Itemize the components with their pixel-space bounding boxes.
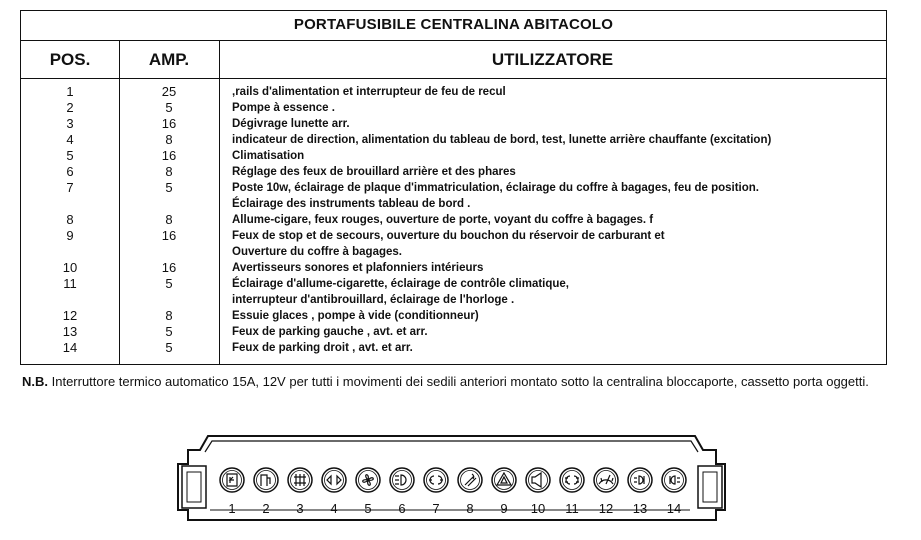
- row-user-line: Feux de parking gauche , avt. et arr.: [232, 326, 428, 338]
- table-row: [21, 308, 886, 324]
- row-amp: 16: [161, 116, 177, 131]
- row-user-line: ,rails d'alimentation et interrupteur de feu de recul: [232, 86, 506, 98]
- cigarette-lighter-icon: [458, 468, 482, 492]
- fog-light-icon: [390, 468, 414, 492]
- table-row: [21, 340, 886, 356]
- row-user-line: Éclairage d'allume-cigarette, éclairage de contrôle climatique,: [232, 278, 569, 290]
- position-light-icon: [424, 468, 448, 492]
- fuel-pump-relay-icon: [220, 468, 244, 492]
- row-pos: 14: [62, 340, 78, 355]
- row-user-line: Pompe à essence .: [232, 102, 335, 114]
- interior-light-icon: [560, 468, 584, 492]
- row-amp: 8: [165, 308, 173, 323]
- row-user-line: indicateur de direction, alimentation du tableau de bord, test, lunette arrière chauffante (excitation): [232, 134, 772, 146]
- row-pos: 1: [66, 84, 74, 99]
- hazard-icon: [492, 468, 516, 492]
- table-row: [21, 116, 886, 132]
- row-amp: 25: [161, 84, 177, 99]
- row-amp: 5: [165, 180, 173, 195]
- table-row: [21, 148, 886, 164]
- row-amp: 8: [165, 132, 173, 147]
- row-amp: 8: [165, 164, 173, 179]
- row-pos: 13: [62, 324, 78, 339]
- table-row: [21, 324, 886, 340]
- table-row: [21, 276, 886, 308]
- row-user-line: Essuie glaces , pompe à vide (conditionneur): [232, 310, 479, 322]
- row-pos: 8: [66, 212, 74, 227]
- parking-light-right-icon: [662, 468, 686, 492]
- table-row: [21, 100, 886, 116]
- row-user-line: Avertisseurs sonores et plafonniers intérieurs: [232, 262, 484, 274]
- table-header-row: [21, 41, 886, 79]
- row-user-line: Allume-cigare, feux rouges, ouverture de porte, voyant du coffre à bagages. f: [232, 214, 654, 226]
- table-row: [21, 132, 886, 148]
- row-user-line: Ouverture du coffre à bagages.: [232, 246, 402, 258]
- row-user-line: Dégivrage lunette arr.: [232, 118, 350, 130]
- row-amp: 16: [161, 148, 177, 163]
- row-amp: 8: [165, 212, 173, 227]
- parking-light-left-icon: [628, 468, 652, 492]
- fuse-number: 12: [598, 501, 614, 516]
- table-row: [21, 228, 886, 260]
- note: [22, 374, 902, 389]
- fuse-number: 10: [530, 501, 546, 516]
- fuse-number: 11: [565, 501, 579, 516]
- row-pos: 12: [62, 308, 78, 323]
- row-amp: 5: [165, 340, 173, 355]
- row-user-line: Réglage des feux de brouillard arrière et des phares: [232, 166, 516, 178]
- fuse-number: 2: [262, 501, 270, 516]
- row-pos: 4: [66, 132, 74, 147]
- row-user-line: interrupteur d'antibrouillard, éclairage de l'horloge .: [232, 294, 515, 306]
- table-row: [21, 260, 886, 276]
- fuse-number: 14: [666, 501, 682, 516]
- fuel-pump-icon: [254, 468, 278, 492]
- row-amp: 5: [165, 276, 173, 291]
- fuse-number: 1: [228, 501, 236, 516]
- row-pos: 2: [66, 100, 74, 115]
- row-user-line: Éclairage des instruments tableau de bord .: [232, 198, 471, 210]
- row-pos: 11: [63, 276, 77, 291]
- row-user-line: Climatisation: [232, 150, 305, 162]
- fan-icon: [356, 468, 380, 492]
- row-amp: 5: [165, 324, 173, 339]
- table-row: [21, 84, 886, 100]
- note-text: Interruttore termico automatico 15A, 12V per tutti i movimenti dei sedili anteriori montato sotto la centralina bloccaporte, cassetto porta oggetti.: [48, 374, 869, 389]
- row-pos: 5: [66, 148, 74, 163]
- fuse-number: 8: [466, 501, 474, 516]
- fuse-number: 4: [330, 501, 338, 516]
- table-row: [21, 180, 886, 212]
- fuse-number: 6: [398, 501, 406, 516]
- table-row: [21, 164, 886, 180]
- header-pos: POS.: [49, 50, 91, 69]
- fuse-number: 5: [364, 501, 372, 516]
- wiper-icon: [594, 468, 618, 492]
- rear-defrost-icon: [288, 468, 312, 492]
- row-amp: 16: [161, 228, 177, 243]
- horn-icon: [526, 468, 550, 492]
- table-row: [21, 212, 886, 228]
- fuse-number-row: [160, 501, 740, 517]
- note-prefix: N.B.: [22, 374, 48, 389]
- row-amp: 16: [161, 260, 177, 275]
- table-title: PORTAFUSIBILE CENTRALINA ABITACOLO: [21, 10, 886, 41]
- fuse-number: 9: [500, 501, 508, 516]
- row-pos: 9: [66, 228, 74, 243]
- row-pos: 7: [66, 180, 74, 195]
- row-amp: 5: [165, 100, 173, 115]
- row-pos: 10: [62, 260, 78, 275]
- header-amp: AMP.: [148, 50, 190, 69]
- fuse-box-diagram: [160, 428, 740, 528]
- row-user-line: Poste 10w, éclairage de plaque d'immatriculation, éclairage du coffre à bagages, feu de position.: [232, 182, 759, 194]
- fuse-number: 13: [632, 501, 648, 516]
- turn-signal-icon: [322, 468, 346, 492]
- row-pos: 6: [66, 164, 74, 179]
- header-user: UTILIZZATORE: [491, 50, 614, 69]
- row-user-line: Feux de stop et de secours, ouverture du bouchon du réservoir de carburant et: [232, 230, 665, 242]
- row-user-line: Feux de parking droit , avt. et arr.: [232, 342, 413, 354]
- fuse-table: [20, 10, 887, 365]
- row-pos: 3: [66, 116, 74, 131]
- fuse-number: 7: [432, 501, 440, 516]
- fuse-number: 3: [296, 501, 304, 516]
